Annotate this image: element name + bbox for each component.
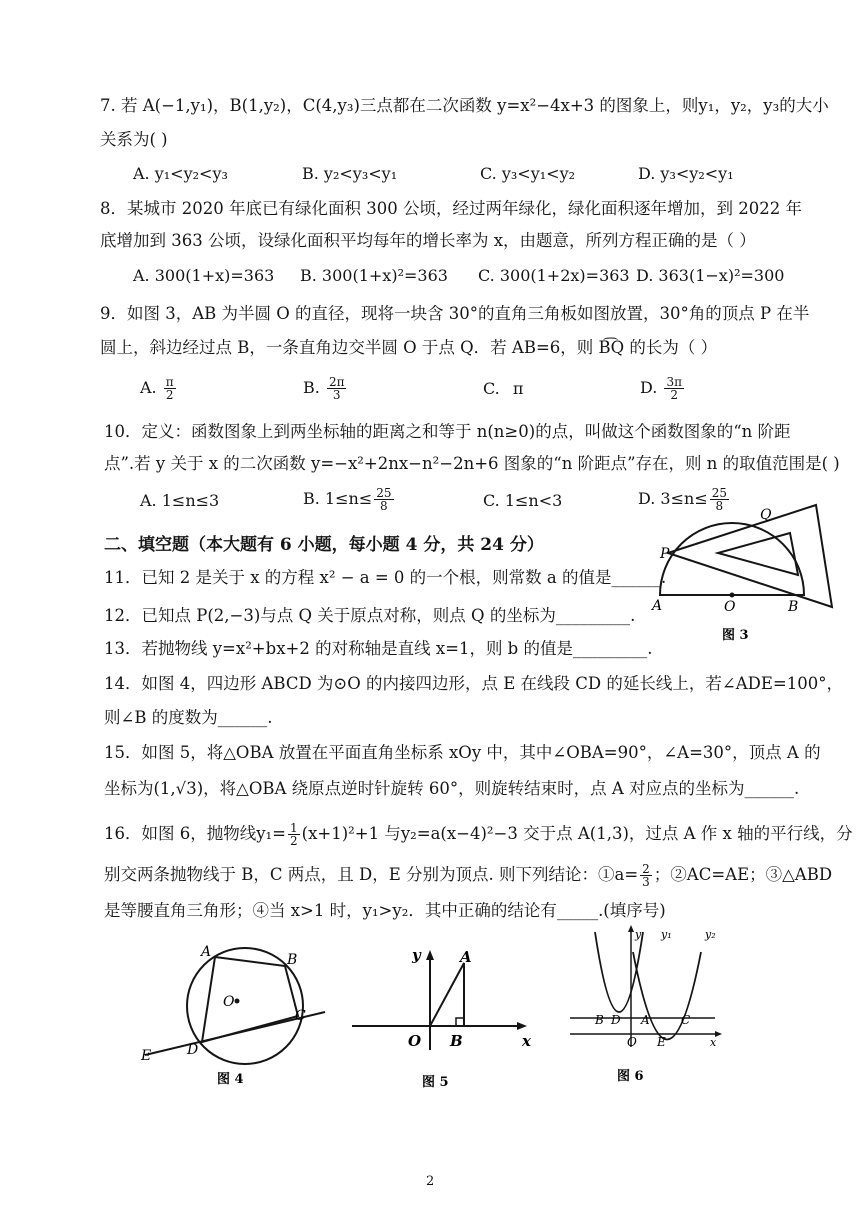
- fig4-label-d: D: [187, 1042, 199, 1058]
- q9-option-d-fraction: $\frac{3\pi}{2}$: [666, 375, 682, 402]
- fig3-label-b: B: [788, 599, 799, 615]
- fig6-label-o: O: [627, 1035, 637, 1049]
- q7-stem: 7. 若 A(−1,y₁)，B(1,y₂)，C(4,y₃)三点都在二次函数 y=x²−4x+3 的图象上，则y₁，y₂，y₃的大小: [100, 96, 829, 115]
- fig6-parabola-y1: [595, 932, 643, 1012]
- q15-stem-cont: 坐标为(1,√3)，将△OBA 绕原点逆时针旋转 60°，则旋转结束时，点 A 对应点的坐标为______.: [104, 779, 800, 798]
- q9-stem: 9．如图 3，AB 为半圆 O 的直径，现将一块含 30°的直角三角板如图放置，30°角的顶点 P 在半: [100, 304, 810, 323]
- q16-half-fraction: $\frac{1}{2}$: [290, 821, 298, 848]
- q9-option-b: B. $\frac{2\pi}{3}$: [303, 375, 345, 402]
- fig5-label-o: O: [408, 1032, 422, 1050]
- q12: 12．已知点 P(2,−3)与点 Q 关于原点对称，则点 Q 的坐标为_________.: [104, 606, 636, 625]
- q8-option-d: D. 363(1−x)²=300: [636, 266, 785, 285]
- section-title: 二、填空题（本大题有 6 小题，每小题 4 分，共 24 分）: [104, 535, 544, 555]
- q8-stem-cont: 底增加到 363 公顷，设绿化面积平均每年的增长率为 x，由题意，所列方程正确的是（ ）: [100, 231, 756, 250]
- fig6-label-a: A: [641, 1013, 650, 1027]
- q7-option-b: B. y₂<y₃<y₁: [302, 164, 398, 183]
- fig5-label-a: A: [460, 948, 472, 966]
- fig4-label-c: C: [295, 1008, 306, 1024]
- q10-option-b: B. 1≤n≤ $\frac{25}{8}$: [303, 486, 392, 513]
- q16-stem: 16．如图 6，抛物线y₁= $\frac{1}{2}$ (x+1)²+1 与y₂=a(x−4)²−3 交于点 A(1,3)，过点 A 作 x 轴的平行线，分: [104, 821, 853, 848]
- fig6-label-y: y: [635, 928, 642, 941]
- q15-stem: 15．如图 5，将△OBA 放置在平面直角坐标系 xOy 中，其中∠OBA=90°，∠A=30°，顶点 A 的: [104, 743, 821, 762]
- q8-option-a: A. 300(1+x)=363: [133, 266, 275, 285]
- fig6-label-b: B: [595, 1013, 604, 1027]
- fig6-label-d: D: [611, 1013, 621, 1027]
- q10-option-a: A. 1≤n≤3: [140, 491, 220, 510]
- q9-stem-cont: 圆上，斜边经过点 B，一条直角边交半圆 O 于点 Q．若 AB=6，则 B͡Q 的长为（ ）: [100, 338, 718, 357]
- fig5-triangle: [430, 963, 464, 1026]
- fig6-label-x: x: [710, 1036, 717, 1049]
- fig6-label-y2: y₂: [705, 928, 716, 941]
- q10-option-b-fraction: $\frac{25}{8}$: [376, 486, 392, 513]
- fig5-caption: 图 5: [422, 1075, 449, 1090]
- q14-stem: 14．如图 4，四边形 ABCD 为⊙O 的内接四边形，点 E 在线段 CD 的延长线上，若∠ADE=100°，: [104, 674, 843, 693]
- q8-option-b: B. 300(1+x)²=363: [300, 266, 448, 285]
- fig5-label-x: x: [522, 1032, 531, 1050]
- q9-option-a: A. $\frac{\pi}{2}$: [140, 375, 174, 402]
- q9-option-c: C. π: [483, 379, 524, 398]
- fig4-caption: 图 4: [217, 1072, 244, 1087]
- q11: 11．已知 2 是关于 x 的方程 x² − a = 0 的一个根，则常数 a 的值是______.: [104, 568, 667, 587]
- q7-option-d: D. y₃<y₂<y₁: [638, 164, 734, 183]
- fig6-label-y1: y₁: [661, 928, 672, 941]
- q16-a-fraction: $\frac{2}{3}$: [642, 862, 650, 889]
- fig5-label-b: B: [450, 1032, 463, 1050]
- figure-6: [565, 922, 730, 1087]
- fig3-semicircle: [660, 523, 804, 595]
- q16-stem-cont2: 是等腰直角三角形；④当 x>1 时，y₁>y₂．其中正确的结论有_____.(填序号): [104, 901, 666, 920]
- figure-5: [352, 938, 547, 1093]
- fig4-label-e: E: [141, 1048, 152, 1064]
- fig4-label-b: B: [287, 952, 298, 968]
- q10-option-c: C. 1≤n<3: [483, 491, 563, 510]
- fig5-label-y: y: [412, 946, 421, 964]
- fig3-label-a: A: [652, 598, 663, 614]
- figure-4: [135, 940, 325, 1090]
- fig3-set-square: [668, 505, 832, 607]
- fig3-set-square-hole: [718, 533, 798, 575]
- q8-option-c: C. 300(1+2x)=363: [478, 266, 630, 285]
- q7-stem-cont: 关系为( ): [100, 130, 168, 149]
- fig4-label-a: A: [201, 944, 212, 960]
- q10-option-d-fraction: $\frac{25}{8}$: [711, 486, 728, 513]
- q13: 13．若抛物线 y=x²+bx+2 的对称轴是直线 x=1，则 b 的值是_________.: [104, 639, 653, 658]
- fig3-caption: 图 3: [722, 628, 749, 643]
- q10-stem-cont: 点”.若 y 关于 x 的二次函数 y=−x²+2nx−n²−2n+6 图象的“n 阶距点”存在，则 n 的取值范围是( ): [104, 454, 840, 473]
- q9-option-a-fraction: $\frac{\pi}{2}$: [165, 375, 174, 402]
- fig6-label-e: E: [657, 1035, 666, 1049]
- q10-stem: 10．定义：函数图象上到两坐标轴的距离之和等于 n(n≥0)的点，叫做这个函数图象的“n 阶距: [104, 422, 791, 441]
- q7-option-a: A. y₁<y₂<y₃: [133, 164, 228, 183]
- q7-option-c: C. y₃<y₁<y₂: [480, 164, 576, 183]
- fig4-label-o: O: [223, 994, 235, 1010]
- fig3-label-p: P: [660, 546, 670, 562]
- fig3-label-q: Q: [760, 507, 772, 523]
- page-number: 2: [426, 1174, 435, 1189]
- q10-option-d: D. 3≤n≤ $\frac{25}{8}$: [638, 486, 728, 513]
- figure-3: [640, 495, 850, 645]
- fig3-label-o: O: [724, 599, 736, 615]
- q9-option-b-fraction: $\frac{2\pi}{3}$: [328, 375, 345, 402]
- fig6-label-c: C: [681, 1013, 691, 1027]
- q16-stem-cont: 别交两条抛物线于 B，C 两点，且 D，E 分别为顶点. 则下列结论：①a= $\frac{2}{3}$ ；②AC=AE；③△ABD: [104, 862, 833, 889]
- q14-stem-cont: 则∠B 的度数为______.: [104, 708, 273, 727]
- q9-option-d: D. $\frac{3\pi}{2}$: [640, 375, 682, 402]
- fig6-caption: 图 6: [617, 1069, 644, 1084]
- q8-stem: 8．某城市 2020 年底已有绿化面积 300 公顷，经过两年绿化，绿化面积逐年增加，到 2022 年: [100, 199, 802, 218]
